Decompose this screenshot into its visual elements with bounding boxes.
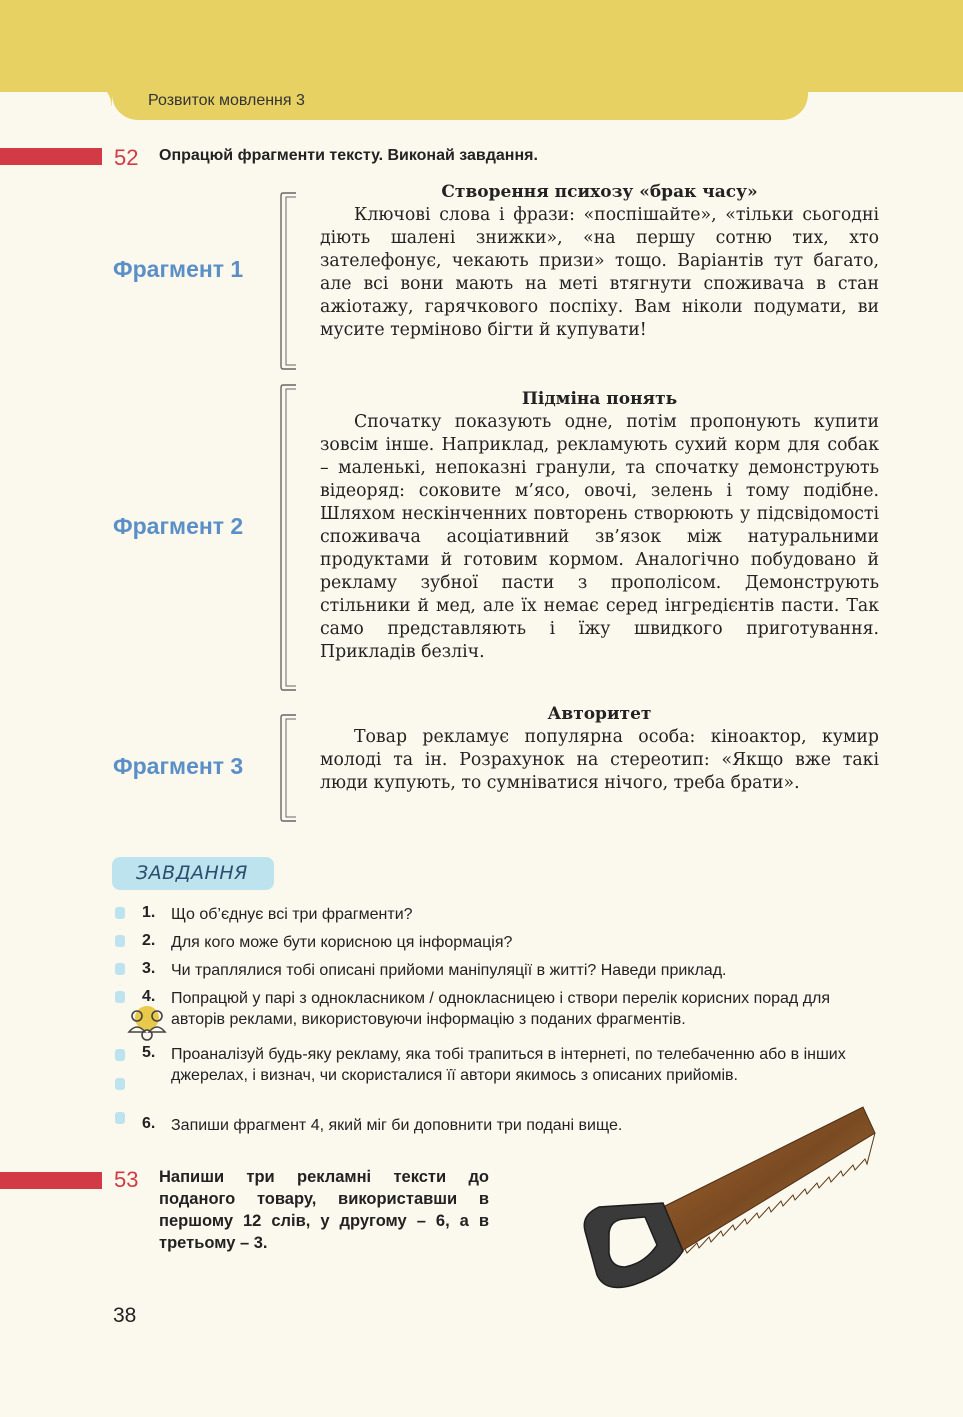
question-number: 6. [142,1115,156,1132]
question-text: Що об’єднує всі три фрагменти? [171,906,413,923]
question-number: 5. [142,1044,156,1061]
fragment-title: Створення психозу «брак часу» [441,182,758,202]
fragment-text: Товар рекламує популярна особа: кіноактор, кумир молоді та ін. Розрахунок на стереотип: «Якщо вже такі люди купують, то сумніватися нічого, треба брати». [320,727,879,793]
fragment-body [320,181,879,342]
pair-work-icon [123,1002,171,1044]
question-number: 1. [142,904,156,921]
question-text: Проаналізуй будь-яку рекламу, яка тобі трапиться в інтернеті, по телебаченню або в інших джерелах, і визнач, чи скористалися її автори якимось з описаних прийомів. [171,1046,846,1084]
top-band [0,0,963,92]
bullet-marker [115,1049,125,1061]
task-marker-bar [0,1172,102,1189]
bullet-marker [115,1078,125,1090]
fragment-body [320,703,879,795]
fragment-text: Ключові слова і фрази: «поспішайте», «тільки сьогодні діють шалені знижки», «на першу сотню тих, хто зателефонує, чекають призи» тощо. Варіантів тут багато, але всі вони мають на меті втягнути споживача в стан ажіотажу, гарячкового поспіху. Вам ніколи подумати, ви мусите терміново бігти й купувати! [320,205,879,340]
task-text: Напиши три рекламні тексти до поданого товару, використавши в першому 12 слів, у другому – 6, а в третьому – 3. [159,1168,489,1252]
question-number: 2. [142,932,156,949]
bracket [278,714,298,822]
bullet-marker [115,935,125,947]
bracket [278,192,298,370]
section-title: Розвиток мовлення 3 [148,92,305,109]
task-marker-bar [0,148,102,165]
fragment-title: Авторитет [547,704,652,724]
question-text: Для кого може бути корисною ця інформація? [171,934,513,951]
fragment-label: Фрагмент 1 [113,256,244,282]
bracket [278,384,298,691]
task-number: 52 [114,145,139,170]
fragment-label: Фрагмент 2 [113,513,244,539]
fragment-title: Підміна понять [521,389,678,409]
page-number: 38 [113,1304,137,1327]
task-number: 53 [114,1167,139,1192]
task-heading: Опрацюй фрагменти тексту. Виконай завдання. [159,147,538,164]
fragment-body [320,388,879,664]
fragment-text: Спочатку показують одне, потім пропонують купити зовсім інше. Наприклад, рекламують сухий корм для собак – маленькі, непоказні гранули, та спочатку демонструють відеоряд: соковите м’ясо, овочі, зелень і тому подібне. Шляхом нескінченних повторень створюють у підсвідомості споживача асоціативний зв’язок між натуральними продуктами й готовим кормом. Аналогічно побудовано й рекламу зубної пасти з прополісом. Демонструють стільники й мед, але їх немає серед інгредієнтів пасти. Так само представляють і їжу швидкого приготування. Прикладів безліч. [320,412,879,662]
saw-image [575,1103,880,1293]
bullet-marker [115,1112,125,1124]
question-number: 4. [142,988,156,1005]
fragment-label: Фрагмент 3 [113,753,244,779]
bullet-marker [115,907,125,919]
tasks-label: ЗАВДАННЯ [136,862,248,884]
question-number: 3. [142,960,156,977]
question-text: Попрацюй у парі з однокласником / однокласницею і створи перелік корисних порад для авторів реклами, використовуючи інформацію з поданих фрагментів. [171,990,831,1028]
bullet-marker [115,963,125,975]
question-text: Запиши фрагмент 4, який міг би доповнити три подані вище. [171,1117,623,1134]
question-text: Чи траплялися тобі описані прийоми маніпуляції в житті? Наведи приклад. [171,962,727,979]
